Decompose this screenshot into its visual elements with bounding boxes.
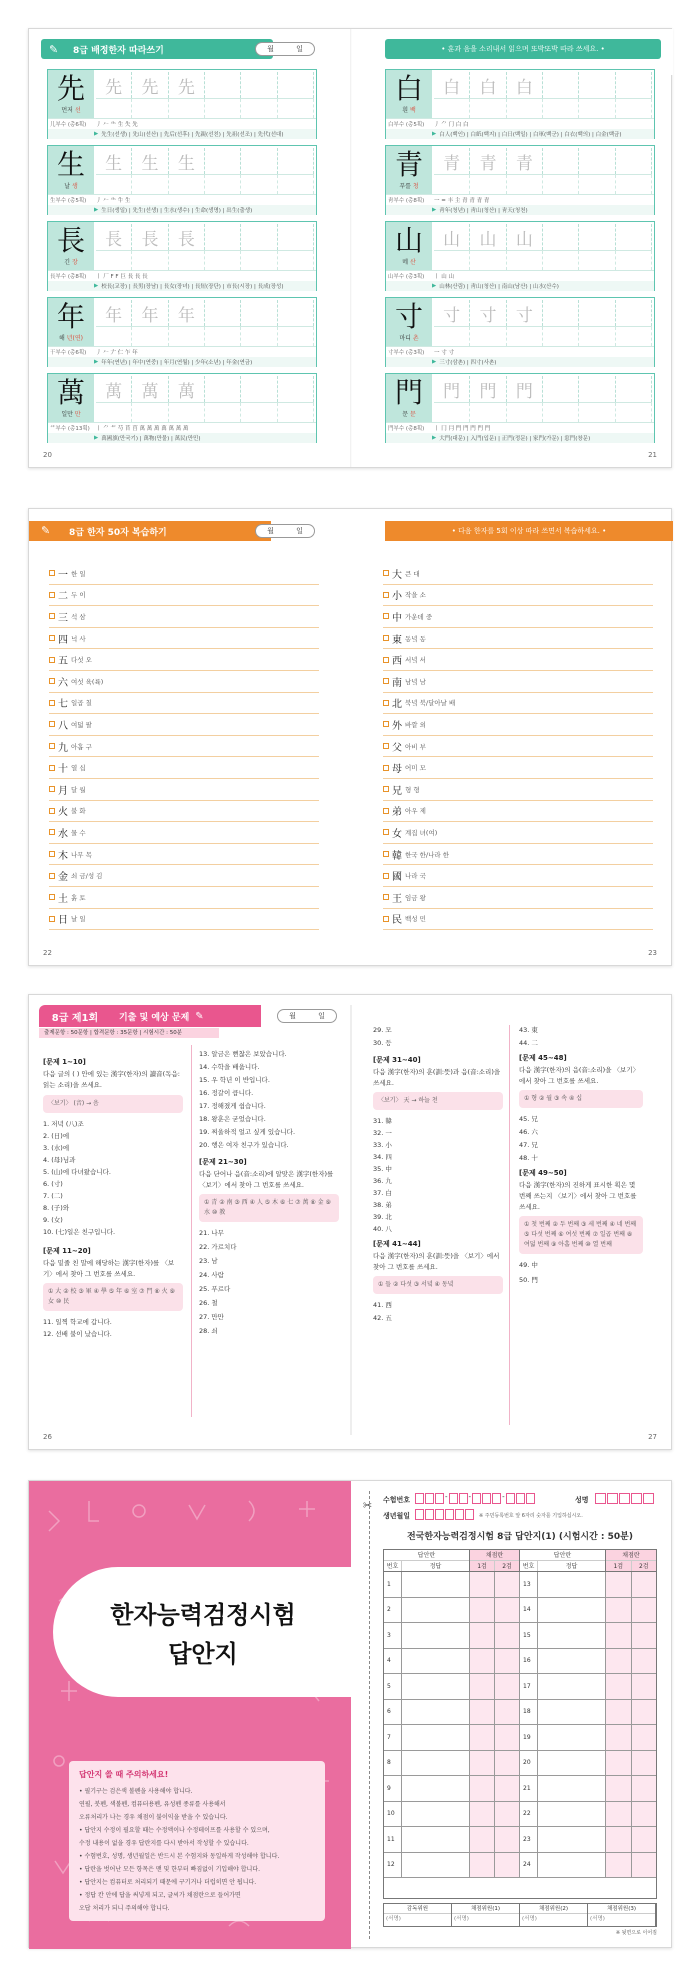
review-item[interactable]: 母 어미 모 xyxy=(383,757,653,779)
page-number-left: 22 xyxy=(43,949,52,957)
caution-title: 답안지 쓸 때 주의하세요! xyxy=(79,1770,169,1779)
answer-sheet: ✂ 수험번호 - - - 성명 생년월일 ※ 주민등록번호 앞 6자리 숫자를 기입하십시오. 전국한자능력검정시험 8급 답안지(1) (시험시간 : 50분) 답안란 번호 정답 채점란 1검 2검 답안란 번호 정답 채점란 1검 2검 1 13 2 14 3 15 4 16 5 17 6 18 7 19 8 20 9 21 10 22 11 23 12 24 감독위원 (서명) 채점위원(1) (서명) 채점위원(2) (서명) 채점위원(3) (서명) ※ 뒷면으로 이어짐 xyxy=(379,1491,661,1939)
question-item: 23. 남 xyxy=(199,1257,218,1265)
exam-column-3: 29. 모 30. 등 [문제 31~40] 다음 漢字(한자)의 훈(訓:뜻)과 음(音:소리)을 쓰세요. 〈보기〉 天 → 하늘 천 31. 韓 32. 一 33. 小 34. 四 35. 中 36. 九 37. 白 38. 弟 39. 北 40. 八 [문제 41~44] 다음 漢字(한자)의 훈(訓:뜻)을 〈보기〉에서 찾아 그 번호를 쓰세요. ① 들 ② 다섯 ③ 서녘 ④ 동녘 41. 西 42. 五 xyxy=(373,1025,503,1326)
checkbox[interactable] xyxy=(383,700,389,706)
main-character: 山 메 산 xyxy=(386,222,432,270)
page-title: 8급 배정한자 따라쓰기 xyxy=(73,45,164,56)
stroke-order: 一 = 丰 主 青 青 青 青 xyxy=(434,198,490,204)
main-character: 年 해 년(연) xyxy=(48,298,94,346)
trace-row[interactable]: 門 門 門 xyxy=(434,376,652,402)
review-item[interactable]: 小 작을 소 xyxy=(383,585,653,607)
answer-cell[interactable] xyxy=(402,1853,470,1878)
checkbox[interactable] xyxy=(383,829,389,835)
question-item: 3. (水)에 xyxy=(43,1144,70,1152)
answer-cell[interactable] xyxy=(402,1751,470,1776)
question-item: 19. 찌울하적 얼고 싶게 있습니다. xyxy=(199,1128,296,1136)
caution-line: • 답안지 수정이 필요할 때는 수정액이나 수정테이프를 사용할 수 있으며, xyxy=(79,1827,270,1834)
review-item[interactable]: 月 달 월 xyxy=(49,779,319,801)
example-words: ▶ 校長(교장) | 長男(장남) | 長女(장녀) | 長短(장단) | 市長(시장) | 長成(장성) xyxy=(48,281,316,291)
example-words: ▶ 白人(백인) | 白紙(백지) | 白日(백일) | 白軍(백군) | 白衣(백의) | 白金(백금) xyxy=(386,129,654,139)
hanja-practice-card: 白 흰 백 白 白 白 白부수 (총5획) 丿 ⺈ 门 白 白 ▶ 白人(백인) | 白紙(백지) | 白日(백일) | 白軍(백군) | 白衣(백의) | 白金(백금) xyxy=(385,69,655,139)
hanja-practice-card: 門 문 문 門 門 門 門부수 (총8획) 丨 冂 冃 門 門 門 門 門 ▶ 大門(대문) | 入門(입문) | 正門(정문) | 家門(가문) | 窓門(창문) xyxy=(385,373,655,443)
checkbox[interactable] xyxy=(383,592,389,598)
question-item: 13. 알금은 뻔찮은 보았습니다. xyxy=(199,1050,287,1058)
answer-cell[interactable] xyxy=(538,1572,606,1597)
checkbox[interactable] xyxy=(49,678,55,684)
page-title: 8급 한자 50자 복습하기 xyxy=(69,527,167,538)
question-item: 33. 小 xyxy=(373,1141,392,1149)
question-item: 30. 등 xyxy=(373,1039,392,1047)
name-boxes[interactable] xyxy=(595,1493,654,1504)
caution-line: • 수험번호, 성명, 생년월일은 반드시 본 수험지와 동일하게 작성해야 합니다. xyxy=(79,1853,280,1860)
checkbox[interactable] xyxy=(49,894,55,900)
left-title-banner xyxy=(41,39,273,59)
trace-row[interactable]: 生 生 生 xyxy=(96,148,314,174)
question-item: 46. 六 xyxy=(519,1128,538,1136)
question-item: 32. 一 xyxy=(373,1129,392,1137)
checkbox[interactable] xyxy=(49,570,55,576)
review-item[interactable]: 民 백성 민 xyxy=(383,909,653,931)
question-item: 2. (日)에 xyxy=(43,1132,70,1140)
review-item[interactable]: 一 한 일 xyxy=(49,563,319,585)
answer-cell[interactable] xyxy=(538,1751,606,1776)
answer-cell[interactable] xyxy=(538,1674,606,1699)
page-number-left: 20 xyxy=(43,451,52,459)
write-row[interactable] xyxy=(434,98,652,118)
checkbox[interactable] xyxy=(49,808,55,814)
checkbox[interactable] xyxy=(49,916,55,922)
hanja-practice-card: 長 긴 장 長 長 長 長부수 (총8획) 丨 厂 F F 巨 長 長 長 ▶ 校長(교장) | 長男(장남) | 長女(장녀) | 長短(장단) | 市長(시장) | 長成(장성) xyxy=(47,221,317,291)
question-item: 28. 쇠 xyxy=(199,1327,218,1335)
write-row[interactable] xyxy=(96,250,314,270)
example-words: ▶ 萬國旗(만국기) | 萬物(만물) | 萬民(만민) xyxy=(48,433,316,443)
exam-number-boxes[interactable]: - - - xyxy=(415,1493,535,1504)
example-box: 〈보기〉 (音) → 음 xyxy=(43,1095,183,1113)
answer-row: 3 15 xyxy=(384,1623,656,1649)
review-item[interactable]: 父 아비 부 xyxy=(383,736,653,758)
signature-cell[interactable]: 감독위원 (서명) xyxy=(384,1904,452,1926)
question-item: 5. (山)에 다녀왔습니다. xyxy=(43,1168,111,1176)
question-item: 43. 東 xyxy=(519,1026,538,1034)
question-item: 4. (母)님과 xyxy=(43,1156,76,1164)
answer-row: 10 22 xyxy=(384,1802,656,1828)
example-words: ▶ 年年(연년) | 年中(연중) | 年月(연월) | 少年(소년) | 年金(연금) xyxy=(48,357,316,367)
caution-line: 오류처리가 나는 경우 채점이 불이익을 받을 수 있습니다. xyxy=(79,1814,228,1821)
answer-cell[interactable] xyxy=(538,1802,606,1827)
exam-meta: 출제문항 : 50문항 | 합격문항 : 35문항 | 시험시간 : 50분 xyxy=(39,1028,219,1038)
signature-cell[interactable]: 채점위원(1) (서명) xyxy=(452,1904,520,1926)
question-item: 27. 만만 xyxy=(199,1313,224,1321)
review-item[interactable]: 日 날 일 xyxy=(49,909,319,931)
checkbox[interactable] xyxy=(383,765,389,771)
answer-row: 11 23 xyxy=(384,1827,656,1853)
question-item: 44. 二 xyxy=(519,1039,538,1047)
question-item: 41. 西 xyxy=(373,1301,392,1309)
main-character: 白 흰 백 xyxy=(386,70,432,118)
checkbox[interactable] xyxy=(383,657,389,663)
question-item: 6. (寸) xyxy=(43,1180,63,1188)
checkbox[interactable] xyxy=(49,829,55,835)
question-item: 34. 四 xyxy=(373,1153,392,1161)
cover-panel xyxy=(29,1481,351,1949)
answer-cell[interactable] xyxy=(402,1827,470,1852)
review-item[interactable]: 大 큰 대 xyxy=(383,563,653,585)
review-item[interactable]: 西 서녘 서 xyxy=(383,649,653,671)
review-item[interactable]: 火 불 화 xyxy=(49,801,319,823)
checkbox[interactable] xyxy=(49,635,55,641)
question-item: 36. 九 xyxy=(373,1177,392,1185)
answer-cell[interactable] xyxy=(402,1802,470,1827)
trace-row[interactable]: 白 白 白 xyxy=(434,72,652,98)
answer-row: 5 17 xyxy=(384,1674,656,1700)
trace-row[interactable]: 萬 萬 萬 xyxy=(96,376,314,402)
hanja-practice-card: 年 해 년(연) 年 年 年 干부수 (총6획) 丿 𠂉 𠂇 仁 乍 年 ▶ 年年(연년) | 年中(연중) | 年月(연월) | 少年(소년) | 年金(연금) xyxy=(47,297,317,367)
write-row[interactable] xyxy=(96,174,314,194)
review-item[interactable]: 五 다섯 오 xyxy=(49,649,319,671)
example-words: ▶ 生日(생일) | 先生(선생) | 生水(생수) | 生命(생명) | 出生(출생) xyxy=(48,205,316,215)
example-words: ▶ 大門(대문) | 入門(입문) | 正門(정문) | 家門(가문) | 窓門(창문) xyxy=(386,433,654,443)
stroke-order: 丿 𠂉 𠂇 仁 乍 年 xyxy=(96,350,138,356)
main-character: 長 긴 장 xyxy=(48,222,94,270)
practice-spread xyxy=(28,28,672,468)
caution-line: • 필기구는 검은색 볼펜을 사용해야 합니다. xyxy=(79,1788,193,1795)
hanja-practice-card: 寸 마디 촌 寸 寸 寸 寸부수 (총3획) 一 寸 寸 ▶ 三寸(삼촌) | 四寸(사촌) xyxy=(385,297,655,367)
review-list-left xyxy=(49,563,319,930)
answer-sheet-spread xyxy=(28,1480,672,1948)
main-character: 門 문 문 xyxy=(386,374,432,422)
review-item[interactable]: 外 바깥 외 xyxy=(383,714,653,736)
checkbox[interactable] xyxy=(49,786,55,792)
question-item: 20. 행은 여자 친구가 있습니다. xyxy=(199,1141,289,1149)
hanja-practice-card: 先 먼저 선 先 先 先 儿부수 (총6획) 丿 𠂉 ⺧ 生 失 先 ▶ 先生(선생) | 先山(선산) | 先后(선후) | 先親(선친) | 先祖(선조) | 先代(선대) xyxy=(47,69,317,139)
caution-line: • 답란을 벗어난 모든 항목은 맨 및 한부터 빠짐없이 기입해야 합니다. xyxy=(79,1866,261,1873)
review-item[interactable]: 八 여덟 팔 xyxy=(49,714,319,736)
answer-cell[interactable] xyxy=(538,1725,606,1750)
review-item[interactable]: 十 열 십 xyxy=(49,757,319,779)
question-item: 26. 철 xyxy=(199,1299,218,1307)
example-box: ① 青 ② 南 ③ 西 ④ 人 ⑤ 木 ⑥ 七 ⑦ 萬 ⑧ 金 ⑨ 水 ⑩ 教 xyxy=(199,1194,339,1222)
checkbox[interactable] xyxy=(383,678,389,684)
write-row[interactable] xyxy=(96,98,314,118)
question-item: 8. (子)와 xyxy=(43,1204,70,1212)
checkbox[interactable] xyxy=(383,635,389,641)
example-words: ▶ 靑年(청년) | 靑山(청산) | 靑天(청천) xyxy=(386,205,654,215)
answer-cell[interactable] xyxy=(402,1725,470,1750)
question-item: 39. 北 xyxy=(373,1213,392,1221)
example-box: ① 첫 번째 ② 두 번째 ③ 세 번째 ④ 네 번째 ⑤ 다섯 번째 ⑥ 여섯 번째 ⑦ 일곱 번째 ⑧ 여덟 번째 ⑨ 아홉 번째 ⑩ 열 번째 xyxy=(519,1216,643,1254)
answer-row: 6 18 xyxy=(384,1700,656,1726)
checkbox[interactable] xyxy=(383,743,389,749)
answer-row: 12 24 xyxy=(384,1853,656,1879)
main-character: 生 날 생 xyxy=(48,146,94,194)
checkbox[interactable] xyxy=(383,894,389,900)
question-item: 48. 十 xyxy=(519,1154,538,1162)
trace-row[interactable]: 年 年 年 xyxy=(96,300,314,326)
sign-row xyxy=(383,1903,657,1927)
answer-cell[interactable] xyxy=(538,1827,606,1852)
question-item: 35. 中 xyxy=(373,1165,392,1173)
left-title-banner xyxy=(29,521,271,541)
trace-row[interactable]: 長 長 長 xyxy=(96,224,314,250)
review-item[interactable]: 韓 한국 한/나라 한 xyxy=(383,844,653,866)
stroke-order: 丿 ⺈ 门 白 白 xyxy=(434,122,469,128)
pencil-icon: ✎ xyxy=(49,43,59,56)
review-item[interactable]: 南 남녘 남 xyxy=(383,671,653,693)
hanja-practice-card: 生 날 생 生 生 生 生부수 (총5획) 丿 𠂉 ⺧ 牛 生 ▶ 生日(생일) | 先生(선생) | 生水(생수) | 生命(생명) | 出生(출생) xyxy=(47,145,317,215)
sheet-title: 전국한자능력검정시험 8급 답안지(1) (시험시간 : 50분) xyxy=(407,1532,633,1542)
main-character: 先 먼저 선 xyxy=(48,70,94,118)
right-title-banner xyxy=(385,521,673,541)
answer-cell[interactable] xyxy=(402,1776,470,1801)
cover-title-box xyxy=(53,1567,351,1697)
answer-cell[interactable] xyxy=(402,1674,470,1699)
instruction-text: • 다음 한자를 5회 이상 따라 쓰면서 복습하세요. • xyxy=(451,527,607,535)
example-box: ① 大 ② 校 ③ 軍 ④ 學 ⑤ 年 ⑥ 室 ⑦ 門 ⑧ 火 ⑨ 女 ⑩ 民 xyxy=(43,1283,183,1311)
answer-row: 7 19 xyxy=(384,1725,656,1751)
answer-cell[interactable] xyxy=(402,1598,470,1623)
main-character: 萬 일만 만 xyxy=(48,374,94,422)
answer-cell[interactable] xyxy=(538,1853,606,1878)
question-item: 14. 수학을 배웁니다. xyxy=(199,1063,260,1071)
answer-row: 9 21 xyxy=(384,1776,656,1802)
date-check-box: 월 일 xyxy=(255,524,315,538)
question-item: 15. 우 학년 이 반입니다. xyxy=(199,1076,270,1084)
review-item[interactable]: 弟 아우 제 xyxy=(383,801,653,823)
stroke-order: 丿 𠂉 ⺧ 牛 生 xyxy=(96,198,131,204)
review-item[interactable]: 土 흙 토 xyxy=(49,887,319,909)
write-row[interactable] xyxy=(434,402,652,422)
pencil-icon: ✎ xyxy=(195,1010,204,1022)
answer-cell[interactable] xyxy=(538,1623,606,1648)
checkbox[interactable] xyxy=(49,851,55,857)
review-item[interactable]: 六 여섯 육(륙) xyxy=(49,671,319,693)
checkbox[interactable] xyxy=(49,613,55,619)
caution-line: 수정 내용이 없을 경우 답란지를 다시 받아서 작성할 수 있습니다. xyxy=(79,1840,249,1847)
checkbox[interactable] xyxy=(49,765,55,771)
answer-cell[interactable] xyxy=(538,1700,606,1725)
instruction-text: • 훈과 음을 소리내서 읽으며 또박또박 따라 쓰세요. • xyxy=(441,45,605,53)
question-item: 29. 모 xyxy=(373,1026,392,1034)
trace-row[interactable]: 先 先 先 xyxy=(96,72,314,98)
review-item[interactable]: 北 북녘 북/달아날 배 xyxy=(383,693,653,715)
review-item[interactable]: 二 두 이 xyxy=(49,585,319,607)
write-row[interactable] xyxy=(96,402,314,422)
write-row[interactable] xyxy=(434,326,652,346)
write-row[interactable] xyxy=(434,250,652,270)
write-row[interactable] xyxy=(96,326,314,346)
answer-cell[interactable] xyxy=(402,1649,470,1674)
page-number-left: 26 xyxy=(43,1433,52,1441)
hanja-practice-card: 山 메 산 山 山 山 山부수 (총3획) 丨 山 山 ▶ 山林(산림) | 靑山(청산) | 南山(남산) | 山水(산수) xyxy=(385,221,655,291)
hanja-practice-card: 萬 일만 만 萬 萬 萬 艹부수 (총13획) 丨 ⺈ 艹 芍 苜 莒 萬 萬 萬 萬 萬 萬 萬 ▶ 萬國旗(만국기) | 萬物(만물) | 萬民(만민) xyxy=(47,373,317,443)
checkbox[interactable] xyxy=(383,786,389,792)
caution-line: 오답 처리가 되니 주의해야 합니다. xyxy=(79,1905,170,1912)
checkbox[interactable] xyxy=(383,721,389,727)
date-check-box: 월 일 xyxy=(255,42,315,56)
page-number-right: 27 xyxy=(648,1433,657,1441)
review-item[interactable]: 國 나라 국 xyxy=(383,865,653,887)
checkbox[interactable] xyxy=(383,916,389,922)
answer-cell[interactable] xyxy=(402,1700,470,1725)
question-item: 10. (七)일은 친구입니다. xyxy=(43,1228,116,1236)
review-spread xyxy=(28,508,672,966)
checkbox[interactable] xyxy=(49,657,55,663)
review-item[interactable]: 三 석 삼 xyxy=(49,606,319,628)
example-box: ① 들 ② 다섯 ③ 서녘 ④ 동녘 xyxy=(373,1276,503,1294)
cover-title: 한자능력검정시험 xyxy=(110,1601,296,1629)
stroke-order: 丿 𠂉 ⺧ 生 失 先 xyxy=(96,122,138,128)
caution-line: • 정답 칸 안에 답을 써넣게 되고, 글씨가 채점란으로 들어가면 xyxy=(79,1892,241,1899)
question-item: 7. (二) xyxy=(43,1192,63,1200)
example-box: ① 형 ② 월 ③ 속 ④ 십 xyxy=(519,1090,643,1108)
review-item[interactable]: 四 넉 사 xyxy=(49,628,319,650)
scissors-icon: ✂ xyxy=(363,1499,373,1512)
review-item[interactable]: 中 가운데 중 xyxy=(383,606,653,628)
page-number-right: 21 xyxy=(648,451,657,459)
review-item[interactable]: 女 계집 녀(여) xyxy=(383,822,653,844)
question-item: 12. 선배 불이 났습니다. xyxy=(43,1330,112,1338)
question-item: 31. 韓 xyxy=(373,1117,392,1125)
question-item: 22. 가르치다 xyxy=(199,1243,237,1251)
question-item: 47. 兄 xyxy=(519,1141,538,1149)
checkbox[interactable] xyxy=(383,851,389,857)
checkbox[interactable] xyxy=(383,873,389,879)
stroke-order: 一 寸 寸 xyxy=(434,350,454,356)
checkbox[interactable] xyxy=(49,721,55,727)
cover-subtitle: 답안지 xyxy=(168,1640,238,1668)
question-item: 9. (女) xyxy=(43,1216,63,1224)
date-check-box: 월 일 xyxy=(277,1009,337,1023)
answer-row: 2 14 xyxy=(384,1598,656,1624)
answer-cell[interactable] xyxy=(402,1572,470,1597)
question-item: 45. 兄 xyxy=(519,1115,538,1123)
caution-box xyxy=(69,1761,325,1921)
review-item[interactable]: 兄 형 형 xyxy=(383,779,653,801)
answer-grid: 답안란 번호 정답 채점란 1검 2검 답안란 번호 정답 채점란 1검 2검 1 13 2 14 3 15 4 16 5 17 6 18 7 19 8 20 9 21 10 22 11 23 12 24 xyxy=(383,1549,657,1899)
question-item: 42. 五 xyxy=(373,1314,392,1322)
review-item[interactable]: 東 동녘 동 xyxy=(383,628,653,650)
birth-boxes[interactable] xyxy=(415,1509,474,1520)
checkbox[interactable] xyxy=(49,743,55,749)
example-words: ▶ 三寸(삼촌) | 四寸(사촌) xyxy=(386,357,654,367)
review-item[interactable]: 王 임금 왕 xyxy=(383,887,653,909)
checkbox[interactable] xyxy=(49,592,55,598)
review-item[interactable]: 金 쇠 금/성 김 xyxy=(49,865,319,887)
answer-cell[interactable] xyxy=(402,1623,470,1648)
example-words: ▶ 先生(선생) | 先山(선산) | 先后(선후) | 先親(선친) | 先祖(선조) | 先代(선대) xyxy=(48,129,316,139)
exam-tag: 8급 제1회 xyxy=(39,1005,111,1027)
question-item: 40. 八 xyxy=(373,1225,392,1233)
question-item: 38. 弟 xyxy=(373,1201,392,1209)
question-item: 1. 저녁 (八)조 xyxy=(43,1120,84,1128)
checkbox[interactable] xyxy=(49,873,55,879)
answer-cell[interactable] xyxy=(538,1598,606,1623)
stroke-order: 丨 冂 冃 門 門 門 門 門 xyxy=(434,426,491,432)
question-item: 49. 中 xyxy=(519,1261,538,1269)
answer-row: 1 13 xyxy=(384,1572,656,1598)
caution-line: 연필, 붓펜, 색볼펜, 컴퓨터용펜, 유성펜 종류를 사용해서 xyxy=(79,1801,226,1808)
signature-cell[interactable]: 채점위원(3) (서명) xyxy=(588,1904,656,1926)
question-item: 16. 정갈이 큽니다. xyxy=(199,1089,254,1097)
exam-header xyxy=(39,1005,349,1039)
stroke-order: 丨 ⺈ 艹 芍 苜 莒 萬 萬 萬 萬 萬 萬 萬 xyxy=(96,426,189,432)
question-item: 24. 사람 xyxy=(199,1271,224,1279)
stroke-order: 丨 厂 F F 巨 長 長 長 xyxy=(96,274,148,280)
question-item: 18. 왕훈은 굳었습니다. xyxy=(199,1115,266,1123)
caution-line: • 답안지는 컴퓨터로 처리되기 때문에 구기거나 더럽히면 안 됩니다. xyxy=(79,1879,257,1886)
question-item: 11. 일찍 학교에 갑니다. xyxy=(43,1318,112,1326)
example-words: ▶ 山林(산림) | 靑山(청산) | 南山(남산) | 山水(산수) xyxy=(386,281,654,291)
main-character: 青 푸를 청 xyxy=(386,146,432,194)
trace-row[interactable]: 青 青 青 xyxy=(434,148,652,174)
pencil-icon: ✎ xyxy=(41,524,51,537)
checkbox[interactable] xyxy=(383,570,389,576)
page-number-right: 23 xyxy=(648,949,657,957)
checkbox[interactable] xyxy=(49,700,55,706)
review-item[interactable]: 水 물 수 xyxy=(49,822,319,844)
answer-row: 4 16 xyxy=(384,1649,656,1675)
exam-spread xyxy=(28,994,672,1450)
review-item[interactable]: 木 나무 목 xyxy=(49,844,319,866)
checkbox[interactable] xyxy=(383,613,389,619)
exam-column-1: [문제 1~10] 다음 글의 ( ) 안에 있는 漢字(한자)의 讀音(독음:읽는 소리)을 쓰세요. 〈보기〉 (音) → 음 1. 저녁 (八)조 2. (日)에 3. (水)에 4. (母)님과 5. (山)에 다녀왔습니다. 6. (寸) 7. (二) 8. (子)와 9. (女) 10. (七)일은 친구입니다. [문제 11~20] 다음 밑줄 친 말에 해당하는 漢字(한자)를 〈보기〉에서 찾아 그 번호를 쓰세요. ① 大 ② 校 ③ 軍 ④ 學 ⑤ 年 ⑥ 室 ⑦ 門 ⑧ 火 ⑨ 女 ⑩ 民 11. 일찍 학교에 갑니다. 12. 선배 불이 났습니다. xyxy=(43,1057,183,1341)
checkbox[interactable] xyxy=(383,808,389,814)
hanja-practice-card: 青 푸를 청 青 青 青 靑부수 (총8획) 一 = 丰 主 青 青 青 青 ▶ 靑年(청년) | 靑山(청산) | 靑天(청천) xyxy=(385,145,655,215)
review-item[interactable]: 九 아홉 구 xyxy=(49,736,319,758)
answer-cell[interactable] xyxy=(538,1776,606,1801)
question-item: 17. 정해졌게 쉽습니다. xyxy=(199,1102,266,1110)
review-list-right xyxy=(383,563,653,930)
exam-column-2: 13. 알금은 뻔찮은 보았습니다. 14. 수학을 배웁니다. 15. 우 학년 이 반입니다. 16. 정갈이 큽니다. 17. 정해졌게 쉽습니다. 18. 왕훈은 굳었습니다. 19. 찌울하적 얼고 싶게 있습니다. 20. 행은 여자 친구가 있습니다. [문제 21~30] 다음 단어나 음(音:소리)에 알맞은 漢字(한자)를 〈보기〉에서 찾아 그 번호를 쓰세요. ① 青 ② 南 ③ 西 ④ 人 ⑤ 木 ⑥ 七 ⑦ 萬 ⑧ 金 ⑨ 水 ⑩ 教 21. 나무 22. 가르치다 23. 남 24. 사람 25. 푸르다 26. 철 27. 만만 28. 쇠 xyxy=(199,1049,339,1340)
trace-row[interactable]: 山 山 山 xyxy=(434,224,652,250)
signature-cell[interactable]: 채점위원(2) (서명) xyxy=(520,1904,588,1926)
stroke-order: 丨 山 山 xyxy=(434,274,454,280)
trace-row[interactable]: 寸 寸 寸 xyxy=(434,300,652,326)
example-box: 〈보기〉 天 → 하늘 천 xyxy=(373,1092,503,1110)
answer-cell[interactable] xyxy=(538,1649,606,1674)
question-item: 37. 白 xyxy=(373,1189,392,1197)
exam-title: 기출 및 예상 문제 xyxy=(119,1012,190,1023)
review-item[interactable]: 七 일곱 칠 xyxy=(49,693,319,715)
right-title-banner xyxy=(385,39,661,59)
main-character: 寸 마디 촌 xyxy=(386,298,432,346)
question-item: 50. 門 xyxy=(519,1276,538,1284)
question-item: 21. 나무 xyxy=(199,1229,224,1237)
write-row[interactable] xyxy=(434,174,652,194)
answer-row: 8 20 xyxy=(384,1751,656,1777)
exam-column-4: 43. 東 44. 二 [문제 45~48] 다음 漢字(한자)의 음(音:소리)을 〈보기〉에서 찾아 그 번호를 쓰세요. ① 형 ② 월 ③ 속 ④ 십 45. 兄 46. 六 47. 兄 48. 十 [문제 49~50] 다음 漢字(한자)의 진하게 표시한 획은 몇 번째 쓰는지 〈보기〉에서 찾아 그 번호를 쓰세요. ① 첫 번째 ② 두 번째 ③ 세 번째 ④ 네 번째 ⑤ 다섯 번째 ⑥ 여섯 번째 ⑦ 일곱 번째 ⑧ 여덟 번째 ⑨ 아홉 번째 ⑩ 열 번째 49. 中 50. 門 xyxy=(519,1025,643,1290)
question-item: 25. 푸르다 xyxy=(199,1285,231,1293)
